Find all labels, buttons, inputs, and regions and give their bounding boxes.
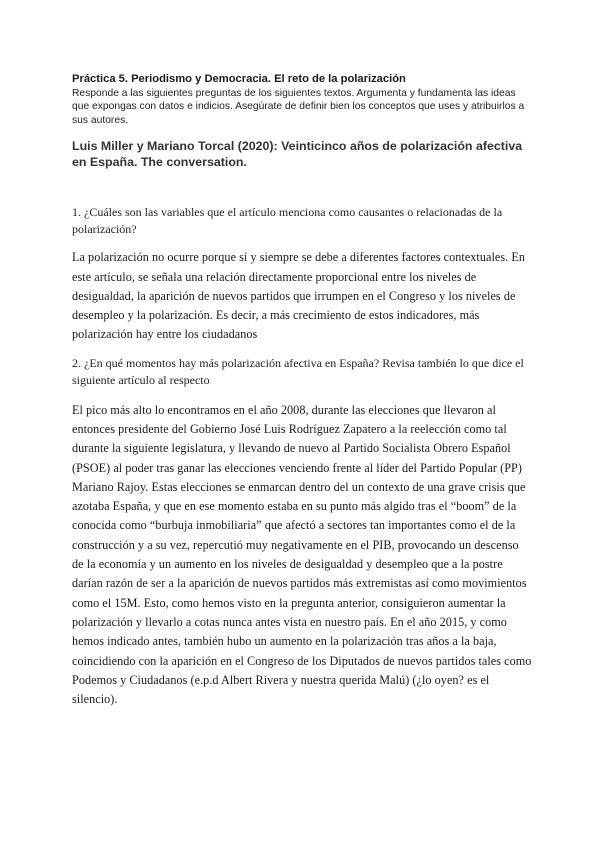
question-1: 1. ¿Cuáles son las variables que el artículo menciona como causantes o relacionadas de la polarización? [72,205,503,237]
document-instructions: Responde a las siguientes preguntas de los siguientes textos. Argumenta y fundamenta las ideas que expongas con datos e indicios. Asegúrate de definir bien los conceptos que uses y atribuirlos a sus autores. [72,88,525,126]
document-title: Práctica 5. Periodismo y Democracia. El reto de la polarización [72,73,406,85]
answer-1: La polarización no ocurre porque sí y siempre se debe a diferentes factores contextuales. En este artículo, se señala una relación directamente proporcional entre los niveles de desigualdad, la aparición de nuevos partidos que irrumpen en el Congreso y los niveles de desempleo y la polarización. Es decir, a más crecimiento de estos indicadores, más polarización hay entre los ciudadanos [72,250,525,342]
article-reference: Luis Miller y Mariano Torcal (2020): Veinticinco años de polarización afectiva en España. The conversation. [72,139,523,170]
document-page [72,72,532,709]
answer-2: El pico más alto lo encontramos en el año 2008, durante las elecciones que llevaron al entonces presidente del Gobierno José Luis Rodríguez Zapatero a la reelección como tal durante la siguiente legislatura, y llevando de nuevo al Partido Socialista Obrero Español (PSOE) al poder tras ganar las elecciones venciendo frente al líder del Partido Popular (PP) Mariano Rajoy. Estas elecciones se enmarcan dentro del un contexto de una grave crisis que azotaba España, y que en ese momento estaba en su punto más algido tras el “boom” de la conocida como “burbuja inmobiliaria” que afectó a sectores tan importantes como el de la construcción y a su vez, repercutió muy negativamente en el PIB, provocando un descenso de la economía y un aumento en los niveles de desigualdad y desempleo que a la postre darían razón de ser a la aparición de nuevos partidos más extremistas así como movimientos como el 15M. Esto, como hemos visto en la pregunta anterior, consiguieron aumentar la polarización y llevarlo a cotas nunca antes vista en nuestro país. En el año 2015, y como hemos indicado antes, también hubo un aumento en la polarización tras años a la baja, coincidiendo con la aparición en el Congreso de los Diputados de nuevos partidos tales como Podemos y Ciudadanos (e.p.d Albert Rivera y nuestra querida Malú) (¿lo oyen? es el silencio). [72,402,532,707]
question-2: 2. ¿En qué momentos hay más polarización afectiva en España? Revisa también lo que dice el siguiente artículo al respecto [72,355,524,387]
